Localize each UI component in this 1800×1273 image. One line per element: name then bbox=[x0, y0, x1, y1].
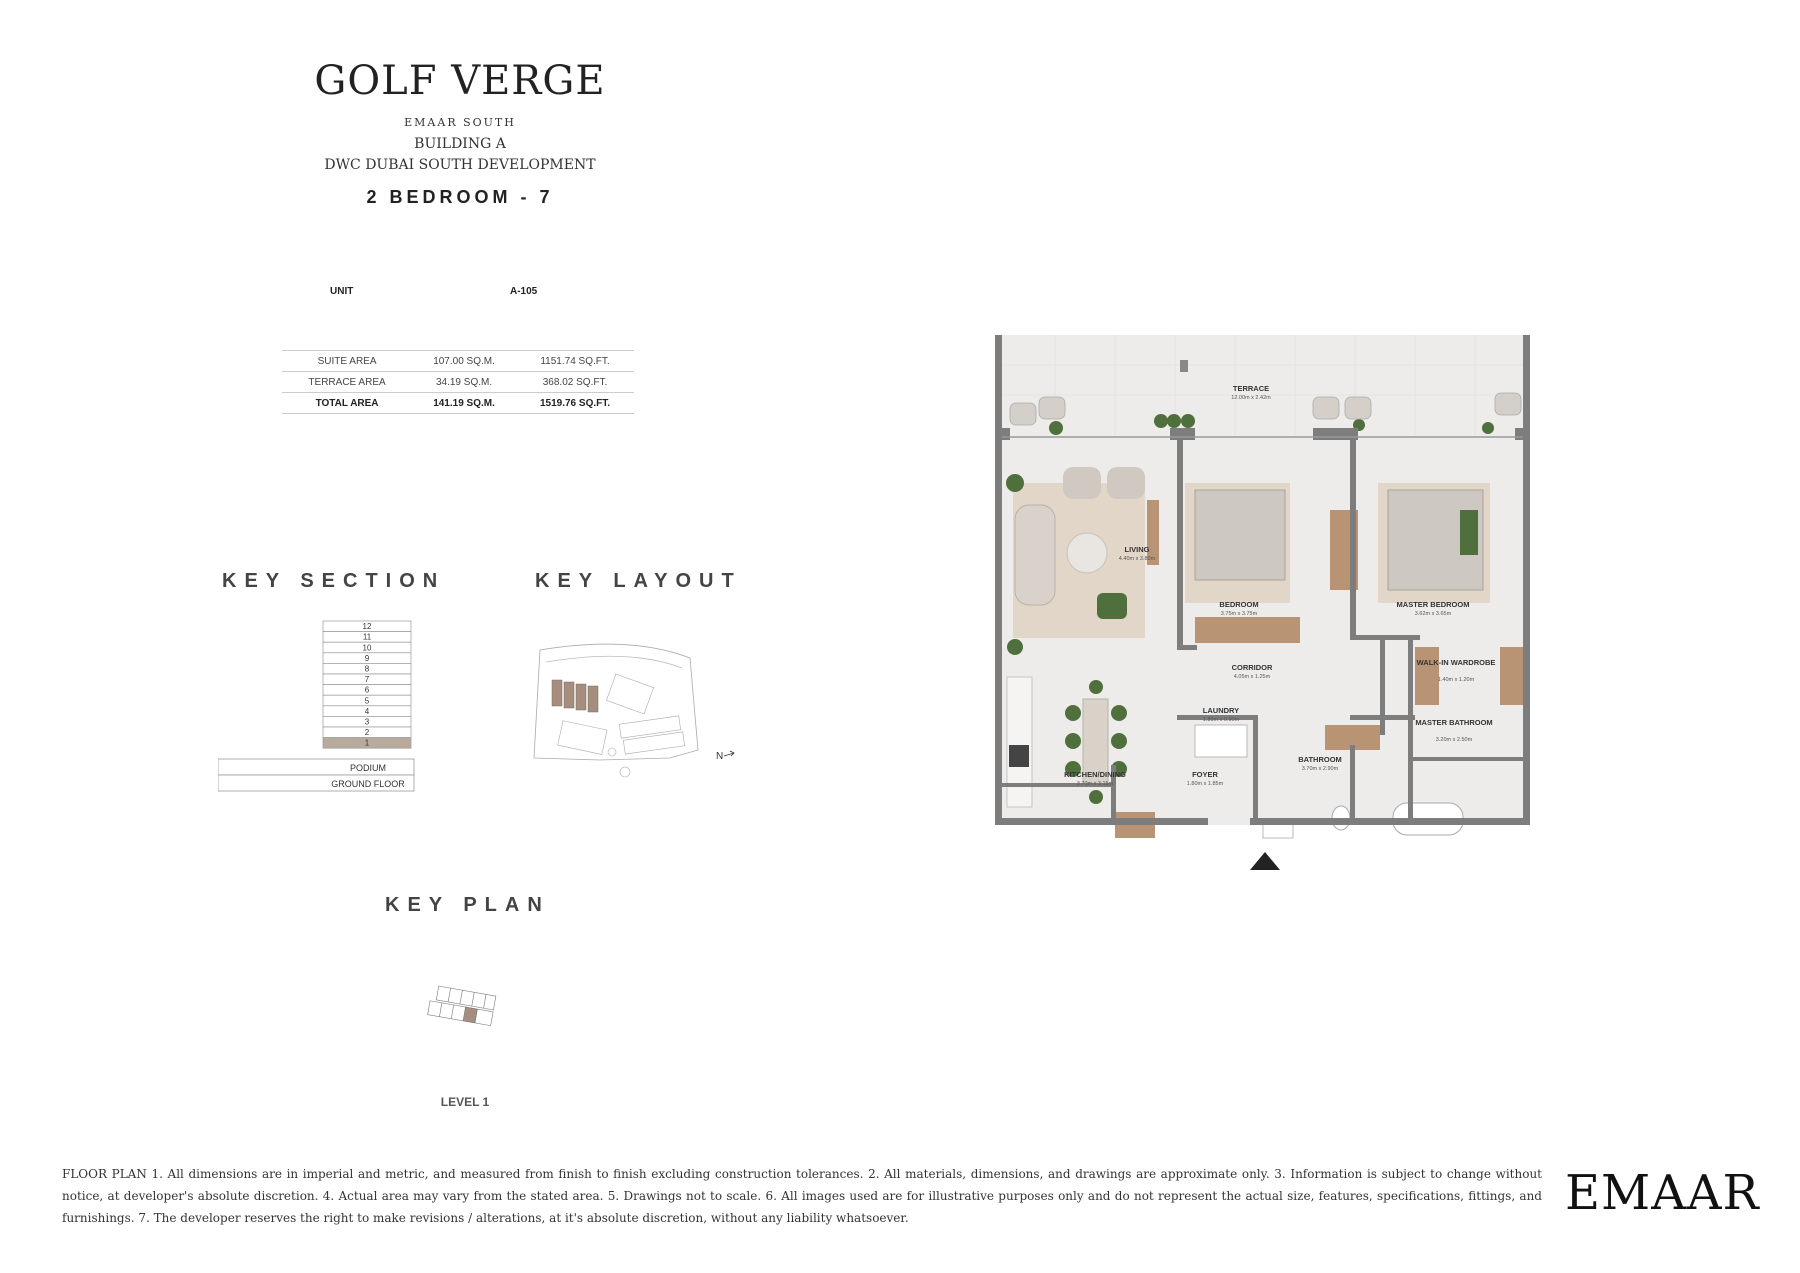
site-road bbox=[546, 656, 682, 668]
floor-number: 12 bbox=[362, 622, 372, 632]
floor-number: 11 bbox=[362, 632, 372, 642]
bedroom-bed bbox=[1195, 490, 1285, 580]
area-sqft: 1519.76 SQ.FT. bbox=[516, 393, 634, 414]
armchair bbox=[1107, 467, 1145, 499]
master-bathroom-label: MASTER BATHROOM bbox=[1415, 718, 1493, 727]
coffee-table bbox=[1067, 533, 1107, 573]
area-name: SUITE AREA bbox=[282, 351, 412, 372]
corridor-label: CORRIDOR bbox=[1231, 663, 1273, 672]
key-layout-diagram bbox=[520, 640, 750, 800]
laundry-label: LAUNDRY bbox=[1202, 706, 1240, 715]
bathroom-label: BATHROOM bbox=[1298, 755, 1342, 764]
disclaimer-text: FLOOR PLAN 1. All dimensions are in imperial and metric, and measured from finish to finish excluding construction tolerances. 2. All materials, dimensions, and drawings are approximate only. 3. Information is subject to change without notice, at developer's absolute discretion. 4. Actual area may vary from the stated area. 5. Drawings not to scale. 6. All images used are for illustrative purposes only and do not represent the actual size, features, specifications, fittings, and furnishings. 7. The developer reserves the right to make revisions / alterations, at it's absolute discretion, without any liability whatsoever. bbox=[62, 1167, 1542, 1225]
terrace-fixture bbox=[1180, 360, 1188, 372]
floor-number: 9 bbox=[364, 653, 370, 663]
entrance-arrow-icon bbox=[1250, 852, 1280, 870]
key-plan-heading: KEY PLAN bbox=[385, 894, 550, 916]
laundry-dim: 1.85m x 0.90m bbox=[1202, 717, 1240, 723]
terrace-label: TERRACE bbox=[1232, 384, 1270, 393]
building-footprint bbox=[552, 680, 598, 712]
living-label: LIVING bbox=[1124, 545, 1150, 554]
development-name: DWC DUBAI SOUTH DEVELOPMENT bbox=[324, 157, 596, 173]
armchair bbox=[1063, 467, 1101, 499]
area-sqm: 141.19 SQ.M. bbox=[412, 393, 516, 414]
project-subtitle: EMAAR SOUTH bbox=[404, 116, 516, 129]
area-sqm: 34.19 SQ.M. bbox=[412, 372, 516, 393]
table-row bbox=[282, 372, 634, 393]
kitchen-counter bbox=[1007, 677, 1032, 807]
key-layout-heading: KEY LAYOUT bbox=[535, 570, 742, 592]
area-name: TERRACE AREA bbox=[282, 372, 412, 393]
level-label: LEVEL 1 bbox=[440, 1095, 490, 1109]
master-bathroom-dim: 3.20m x 2.50m bbox=[1435, 737, 1473, 743]
floor-plan bbox=[995, 325, 1535, 870]
floor-number: 6 bbox=[364, 685, 370, 695]
project-logo: GOLF VERGE bbox=[314, 58, 606, 104]
cooktop bbox=[1009, 745, 1029, 767]
kitchen-dim: 3.70m x 3.15m bbox=[1076, 781, 1114, 787]
bedroom-label: BEDROOM bbox=[1219, 600, 1259, 609]
floor-number: 10 bbox=[362, 643, 372, 653]
bedroom-wardrobe bbox=[1195, 617, 1300, 643]
floor-number: 5 bbox=[364, 696, 370, 706]
walk-in-dim: 1.40m x 1.20m bbox=[1437, 677, 1475, 683]
walk-in-label: WALK-IN WARDROBE bbox=[1416, 658, 1496, 667]
table-row bbox=[282, 393, 634, 414]
accent-chair bbox=[1097, 593, 1127, 619]
walk-in-wardrobe-right bbox=[1500, 647, 1524, 705]
floor-number: 1 bbox=[364, 738, 370, 748]
bedroom-dim: 3.75m x 3.75m bbox=[1220, 611, 1258, 617]
corridor-dim: 4.05m x 1.25m bbox=[1233, 674, 1271, 680]
floor-number: 8 bbox=[364, 664, 370, 674]
building-name: BUILDING A bbox=[414, 136, 506, 152]
highlighted-unit bbox=[463, 1007, 477, 1023]
floor-number: 4 bbox=[364, 706, 370, 716]
foyer-label: FOYER bbox=[1192, 770, 1218, 779]
area-sqft: 368.02 SQ.FT. bbox=[516, 372, 634, 393]
key-plan-diagram bbox=[425, 985, 505, 1035]
area-sqft: 1151.74 SQ.FT. bbox=[516, 351, 634, 372]
brand-logo: EMAAR bbox=[1565, 1165, 1760, 1221]
ground-floor-label: GROUND FLOOR bbox=[331, 779, 405, 789]
key-section-heading: KEY SECTION bbox=[222, 570, 446, 592]
bed-throw bbox=[1460, 510, 1478, 555]
unit-number: A-105 bbox=[510, 286, 538, 297]
north-label: N bbox=[716, 751, 724, 762]
master-bedroom-dim: 3.62m x 3.65m bbox=[1414, 611, 1452, 617]
walk-in-wardrobe-left bbox=[1415, 647, 1439, 705]
floor-number: 2 bbox=[364, 728, 370, 738]
key-section-diagram bbox=[218, 618, 418, 793]
sofa bbox=[1015, 505, 1055, 605]
kitchen-label: KITCHEN/DINING bbox=[1064, 770, 1126, 779]
unit-type-title: 2 BEDROOM - 7 bbox=[366, 187, 554, 207]
area-table bbox=[282, 350, 634, 414]
foyer-dim: 1.80m x 1.85m bbox=[1186, 781, 1224, 787]
podium-label: PODIUM bbox=[350, 763, 386, 773]
master-bedroom-label: MASTER BEDROOM bbox=[1396, 600, 1470, 609]
table-row bbox=[282, 351, 634, 372]
living-dim: 4.40m x 3.80m bbox=[1118, 556, 1156, 562]
floor-number: 3 bbox=[364, 717, 370, 727]
area-name: TOTAL AREA bbox=[282, 393, 412, 414]
bathroom-dim: 3.70m x 2.90m bbox=[1301, 766, 1339, 772]
floor-number: 7 bbox=[364, 675, 370, 685]
north-arrow-icon bbox=[724, 751, 734, 756]
floor-stack bbox=[323, 621, 411, 748]
laundry-unit bbox=[1195, 725, 1247, 757]
terrace-dim: 12.00m x 2.42m bbox=[1231, 395, 1271, 401]
area-sqm: 107.00 SQ.M. bbox=[412, 351, 516, 372]
unit-label: UNIT bbox=[330, 286, 354, 297]
